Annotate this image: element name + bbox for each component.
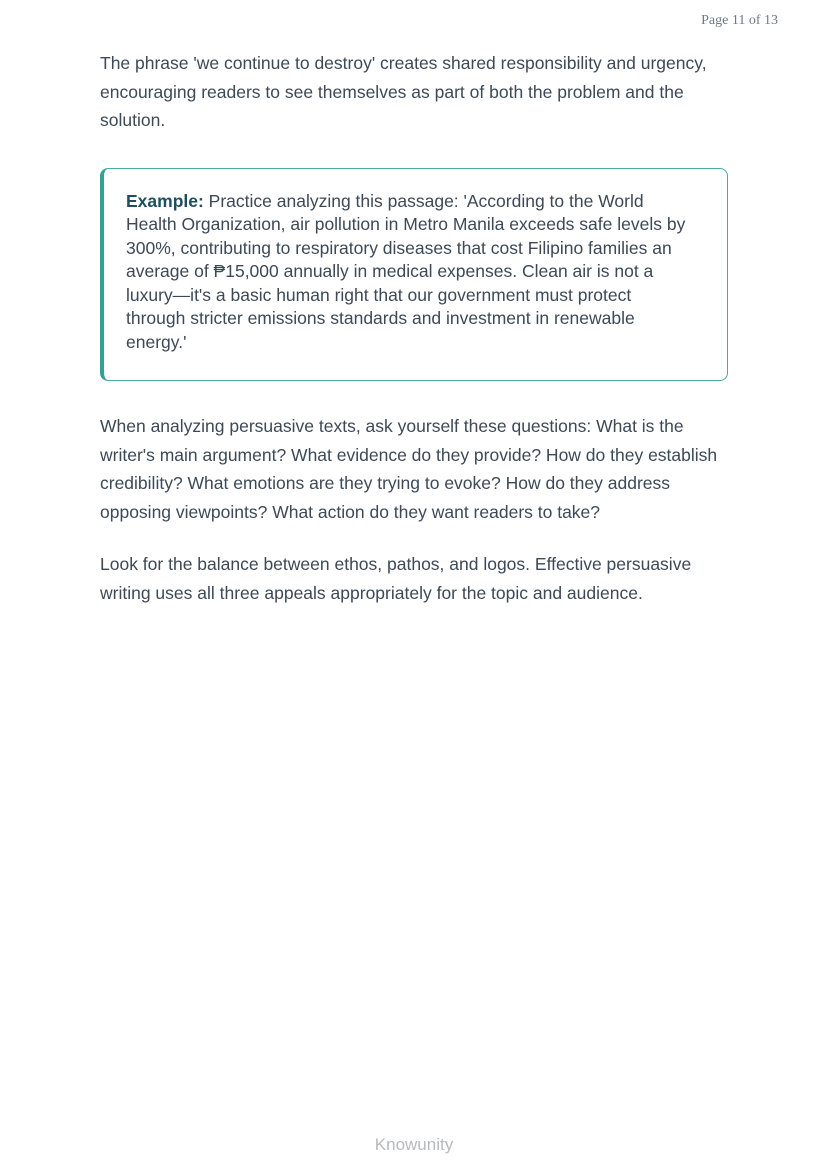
- example-callout-box: [100, 168, 728, 382]
- example-label: Example:: [126, 190, 204, 211]
- footer-brand: Knowunity: [374, 1135, 454, 1154]
- paragraph-ethos-pathos-logos: Look for the balance between ethos, pathos, and logos. Effective persuasive writing uses all three appeals appropriately for the topic and audience.: [100, 554, 692, 603]
- paragraph-shared-responsibility: The phrase 'we continue to destroy' creates shared responsibility and urgency, encouraging readers to see themselves as part of both the problem and the solution.: [100, 53, 707, 130]
- example-text: Practice analyzing this passage: 'According to the World Health Organization, air pollution in Metro Manila exceeds safe levels by 300%, contributing to respiratory diseases that cost Filipino families an average of ₱15,000 annually in medical expenses. Clean air is not a luxury—it's a basic human right that our government must protect through stricter emissions standards and investment in renewable energy.': [126, 190, 686, 352]
- page-number: Page 11 of 13: [701, 13, 778, 28]
- page-content: [100, 49, 728, 631]
- paragraph-analysis-questions: When analyzing persuasive texts, ask yourself these questions: What is the writer's main argument? What evidence do they provide? How do they establish credibility? What emotions are they trying to evoke? How do they address opposing viewpoints? What action do they want readers to take?: [100, 416, 718, 522]
